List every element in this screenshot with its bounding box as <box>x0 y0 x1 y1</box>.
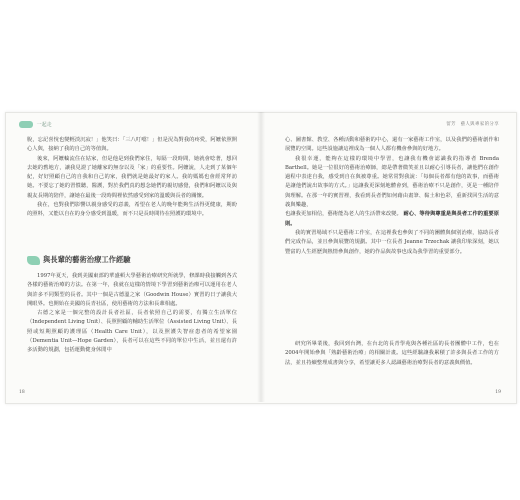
left-header-text: 一起走 <box>36 122 52 128</box>
section-leaf-icon <box>27 256 40 265</box>
book-logo-icon <box>19 121 33 128</box>
emphasis-sentence: 耐心、等待與尊重是與長者工作的重要原則。 <box>285 211 499 227</box>
left-page-number: 18 <box>19 390 25 395</box>
left-para-4: 1997年夏天，我到美國東部的華盛頓大學藝術治療研究所就學，修課時我接觸到各式各樣的藝術治療的方法。在第一年，我就在這樣的情境下學習到藝術治療可以運用在老人與許多不同類型的長者。其中一個是古德溫之家（Goodwin House）實習的日子讓我大開眼界。也開始在美國的長青社區，使用藝術的方法和長輩相處。 <box>27 273 237 307</box>
left-top-text <box>27 136 237 220</box>
right-header: 留芳 藝人與專家的分享 <box>446 122 499 127</box>
left-para-5: 古德之家是一個完整的設計長者社區，長者依照自己的需要，有獨立生活單位（Independent Living Unit）、長照照顧的輔助生活單位（Assisted Living Unit）、長照或短期照顧的護理區（Health Care Unit），以及照護失智症患者的希望家園（Dementia Unit—Hope Garden），長者可以在這些不同的單位中生活，並且還有許多活動的規劃，包括運動健身休閒中 <box>27 310 237 354</box>
left-bottom-text <box>27 272 237 356</box>
right-page <box>265 112 515 402</box>
section-title: 與長輩的藝術治療工作經驗 <box>43 255 131 264</box>
right-para-5: 研究所畢業後，我回到台灣，在台北的長青學苑與各種社區的長者團體中工作，也在2004年開始參與「熟齡藝術治療」的相關計畫。這些經驗讓我累積了許多與長者工作的方法，並且持續整理成書與分享，希望讓更多人認識藝術治療對長者的意義與價值。 <box>285 341 499 366</box>
book-gutter <box>257 112 265 402</box>
right-para-1: 心、圖書館、教堂、各種活動和藝術的中心，還有一家藝術工作室，以及我們的藝術創作和展覽的空間。這些設施讓這裡成為一個人人都有機會參與的好地方。 <box>285 137 499 153</box>
left-para-2: 後來，阿嬤輪流住在姑家，但是他是到我們家住，每隔一段時間，她就會唸著，想回去她的舊地方，讓我見證了她離家的無奈以及「家」的重要性。阿嬤說，人走到了某個年紀，好好照顧自己的自我和自己的家，我們就是她最好的家人。我的媽媽也會經常拜訪她。不要忘了她的習慣聽，醫護，對於我們真的想念她們的親切感覺，我們和阿嬤以及與親友長期的陪伴，讓她在最後一段時間裡依然感受到家的溫暖與長者的關懷。 <box>27 155 237 199</box>
left-para-3: 我在，也對我們影響以親身感受的意義，希望在老人的晚年能夠生活得更健康，期盼的照料，又能以自在的身分感受到溫暖，而不只是長時間待在照護的環境中。 <box>27 202 237 218</box>
right-page-number: 19 <box>495 390 501 395</box>
right-top-text <box>285 136 499 257</box>
right-para-3-text: 也讓我更加相信，藝術能為老人的生活帶來改變。 <box>285 211 402 218</box>
left-header <box>19 121 52 128</box>
section-heading <box>27 255 131 265</box>
right-para-2: 我很幸運，能夠在這樣的環境中學習，也讓我有機會認識我的指導者 Brenda Barthell。她是一位很好的藝術治療師，總是帶著微笑並且以耐心引導長者，讓他們在創作過程中表達自我，感受到自在與被尊重。她常常對我說：「每個長者都有他的故事，而藝術是讓他們說出故事的方式。」這讓我更深刻地體會到，藝術治療不只是創作，更是一種陪伴與理解。在那一年的實習裡，我看到長者們如何藉由畫筆、黏土和色彩，重新找回生活的意義與樂趣， <box>285 155 499 209</box>
right-para-3 <box>285 210 499 229</box>
right-para-4: 我的實習場域不只是藝術工作室，在這裡我也參與了不同的團體與個別治療，協助長者們完成作品，並且參與展覽的規劃。其中一位長者 Jeanne Trzechak 讓我印象深刻，她以豐富的人生經歷與熱情參與創作，她的作品與故事也成為我學習的重要部分。 <box>285 229 499 255</box>
left-para-1: 脫，忘記喜悅也變輕淡沉寂！」他笑曰：「三八叮噹！」但是況為對我的疼愛，阿嬤依照開心人與，接納了我的自己的等值與。 <box>27 137 237 153</box>
left-page <box>5 112 257 402</box>
right-bottom-text <box>285 340 499 368</box>
